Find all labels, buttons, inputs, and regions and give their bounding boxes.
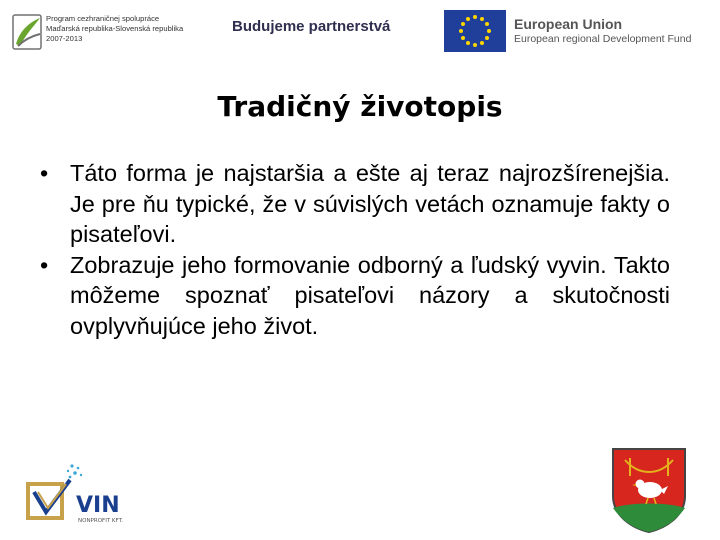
bullet-dot: • [40,251,49,278]
bullet-list [40,158,670,341]
program-line-3: 2007-2013 [46,34,83,43]
vin-logo [26,462,146,526]
bullet-dot: • [40,160,49,186]
slide-title: Tradičný životopis [217,90,503,123]
program-line-2: Maďarská republika-Slovenská republika [46,24,184,33]
bullet-text: Táto forma je najstaršia a ešte aj teraz najrozšírenejšia. Je pre ňu typické, že v súvislých vetách oznamuje fakty o pisateľovi. [70,160,670,247]
eu-text [514,16,691,45]
eu-flag-icon [444,10,506,52]
vin-mark-icon [26,462,146,526]
eu-subtitle: European regional Development Fund [514,33,692,45]
bullet-item [40,250,670,342]
program-leaf-icon [10,12,46,52]
vin-logo-text: VIN [76,493,120,518]
vin-logo-subtext: NONPROFIT KFT. [78,518,124,524]
program-text [46,14,183,44]
program-line-1: Program cezhraničnej spolupráce [46,14,160,23]
program-logo [10,12,210,60]
eu-title: European Union [514,16,623,32]
bullet-text: Zobrazuje jeho formovanie odborný a ľudský vyvin. Takto môžeme spoznať pisateľovi názory a skutočnosti ovplyvňujúce jeho život. [70,251,670,339]
slogan: Budujeme partnerstvá [232,18,391,35]
coat-of-arms-icon [610,446,688,534]
eu-logo [444,10,714,52]
bullet-item [40,158,670,250]
